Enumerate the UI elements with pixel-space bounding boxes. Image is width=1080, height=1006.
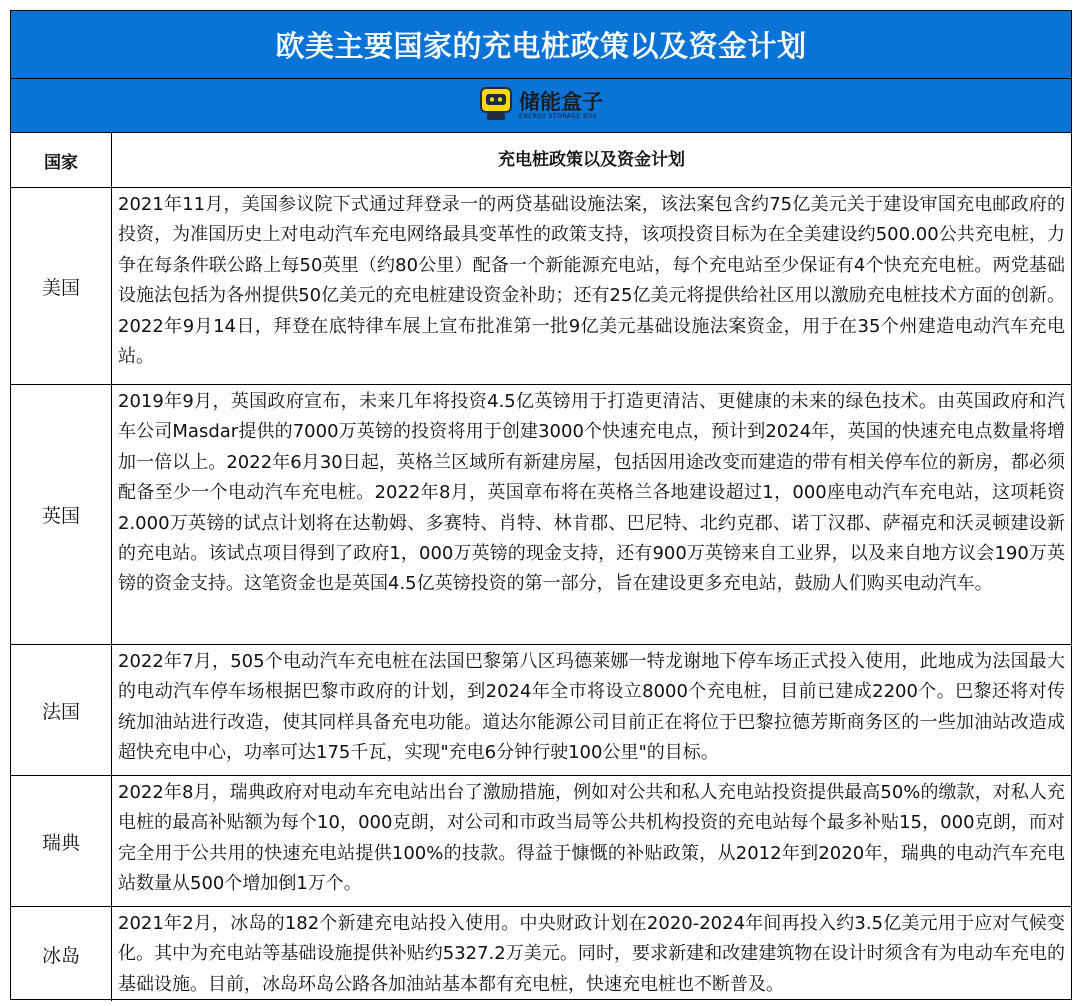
logo-banner <box>11 79 1071 133</box>
row-country: 法国 <box>11 645 112 775</box>
row-plan-text: 2022年7月，505个电动汽车充电桩在法国巴黎第八区玛德莱娜一特龙谢地下停车场正式投入使用，此地成为法国最大的电动汽车停车场根据巴黎市政府的计划，到2024年全市将设立8000个充电桩，目前已建成2200个。巴黎还将对传统加油站进行改造，使其同样具备充电功能。道达尔能源公司目前正在将位于巴黎拉德芳斯商务区的一些加油站改造成超快充电中心，功率可达175千瓦，实现"充电6分钟行驶100公里"的目标。 <box>118 651 1065 764</box>
table-row-usa <box>11 188 1071 385</box>
row-plan-text: 2021年11月，美国参议院下式通过拜登录一的两贷基础设施法案，该法案包含约75亿美元关于建设审国充电邮政府的投资，为准国历史上对电动汽车充电网络最具变革性的政策支持，该项投资目标为在全美建设约500.00公共充电桩，力争在每条件联公路上每50英里（约80公里）配备一个新能源充电站，每个充电站至少保证有4个快充充电桩。两党基础设施法包括为各州提供50亿美元的充电桩建设资金补助；还有25亿美元将提供给社区用以激励充电桩技术方面的创新。2022年9月14日，拜登在底特律车展上宣布批准第一批9亿美元基础设施法案资金，用于在35个州建造电动汽车充电站。 <box>118 194 1065 368</box>
header-plan: 充电桩政策以及资金计划 <box>498 149 685 170</box>
row-country: 美国 <box>11 188 112 384</box>
row-plan-text: 2022年8月，瑞典政府对电动车充电站出台了激励措施，例如对公共和私人充电站投资提供最高50%的缴款，对私人充电桩的最高补贴额为每个10，000克朗，对公司和市政当局等公共机构投资的充电站每个最多补贴15，000克朗，而对完全用于公共用的快速充电站提供100%的技款。得益于慷慨的补贴政策，从2012年到2020年，瑞典的电动汽车充电站数量从500个增加倒1万个。 <box>118 782 1065 895</box>
table-title-banner <box>11 11 1071 79</box>
header-country: 国家 <box>11 133 112 187</box>
table-row-sweden <box>11 776 1071 907</box>
table-row-france <box>11 645 1071 776</box>
brand-subtitle: ENERGY STORAGE BOX <box>519 112 598 120</box>
brand-logo <box>479 86 603 126</box>
policy-table-frame <box>10 10 1072 1000</box>
row-country: 英国 <box>11 385 112 644</box>
table-row-uk <box>11 385 1071 645</box>
row-plan-text: 2019年9月，英国政府宣布，未来几年将投资4.5亿英镑用于打造更清洁、更健康的未来的绿色技术。由英国政府和汽车公司Masdar提供的7000万英镑的投资将用于创建3000个快速充电点，预计到2024年，英国的快速充电点数量将增加一倍以上。2022年6月30日起，英格兰区域所有新建房屋，包括因用途改变而建造的带有相关停车位的新房，都必须配备至少一个电动汽车充电桩。2022年8月，英国章布将在英格兰各地建设超过1，000座电动汽车充电站，这项耗资2.000万英镑的试点计划将在达勒姆、多赛特、肖特、林肯郡、巴尼特、北约克郡、诺丁汉郡、萨福克和沃灵顿建设新的充电站。该试点项目得到了政府1，000万英镑的现金支持，还有900万英镑来自工业界，以及来自地方议会190万英镑的资金支持。这笔资金也是英国4.5亿英镑投资的第一部分，旨在建设更多充电站，鼓励人们购买电动汽车。 <box>118 391 1065 595</box>
robot-box-logo-icon <box>479 86 513 126</box>
row-country: 冰岛 <box>11 907 112 1001</box>
policy-table <box>11 133 1071 1001</box>
table-header-row <box>11 133 1071 188</box>
page-title: 欧美主要国家的充电桩政策以及资金计划 <box>275 29 807 63</box>
table-row-iceland <box>11 907 1071 1001</box>
brand-name: 储能盒子 <box>519 89 603 114</box>
row-plan-text: 2021年2月，冰岛的182个新建充电站投入使用。中央财政计划在2020-2024年间再投入约3.5亿美元用于应对气候变化。其中为充电站等基础设施提供补贴约5327.2万美元。同时，要求新建和改建建筑物在设计时须含有为电动车充电的基础设施。目前，冰岛环岛公路各加油站基本都有充电桩，快速充电桩也不断普及。 <box>118 913 1065 995</box>
row-country: 瑞典 <box>11 776 112 906</box>
